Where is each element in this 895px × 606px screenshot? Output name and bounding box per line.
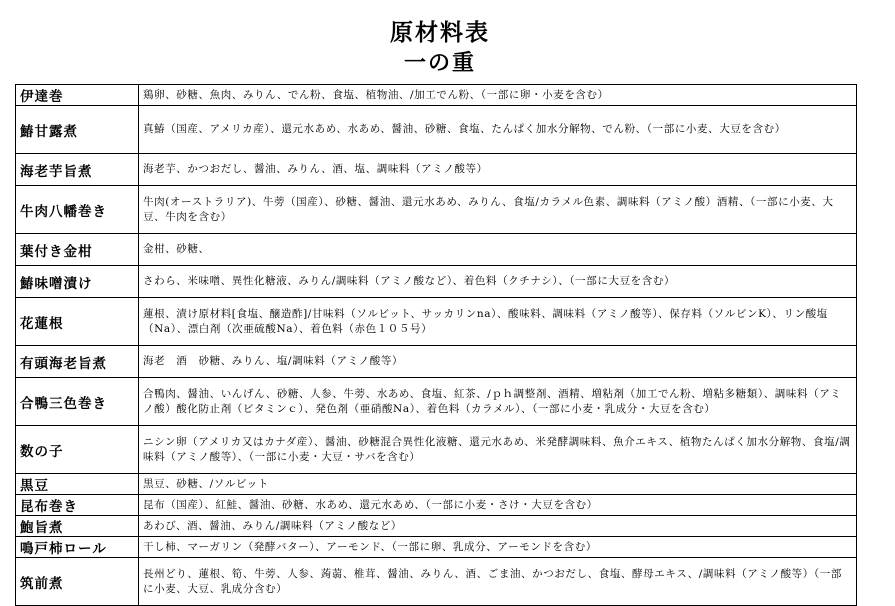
item-name: 鰆甘露煮 <box>16 106 139 154</box>
item-ingredients: 牛肉(オーストラリア)、牛蒡（国産）、砂糖、醤油、還元水あめ、みりん、食塩/カラメル色素、調味料（アミノ酸）酒精、（一部に小麦、大豆、牛肉を含む） <box>139 186 857 234</box>
item-ingredients: 海老芋、かつおだし、醤油、みりん、酒、塩、調味料（アミノ酸等） <box>139 154 857 186</box>
item-ingredients: さわら、米味噌、異性化糖液、みりん/調味料（アミノ酸など）、着色料（クチナシ）、（一部に大豆を含む） <box>139 266 857 298</box>
item-ingredients: 真鰆（国産、アメリカ産）、還元水あめ、水あめ、醤油、砂糖、食塩、たんぱく加水分解物、でん粉、（一部に小麦、大豆を含む） <box>139 106 857 154</box>
table-row <box>16 234 857 266</box>
item-ingredients: あわび、酒、醤油、みりん/調味料（アミノ酸など） <box>139 516 857 537</box>
table-row <box>16 85 857 106</box>
item-ingredients: 干し柿、マーガリン（発酵バター）、アーモンド、（一部に卵、乳成分、アーモンドを含む） <box>139 537 857 558</box>
item-ingredients: 蓮根、漬け原材料[食塩、醸造酢]/甘味料（ソルビット、サッカリンna）、酸味料、調味料（アミノ酸等）、保存料（ソルビンK）、リン酸塩（Na）、漂白剤（次亜硫酸Na）、着色料（赤色１０５号） <box>139 298 857 346</box>
table-row <box>16 378 857 426</box>
item-name: 筑前煮 <box>16 558 139 606</box>
item-ingredients: 合鴨肉、醤油、いんげん、砂糖、人参、牛蒡、水あめ、食塩、紅茶、/ｐｈ調整剤、酒精、増粘剤（加工でん粉、増粘多糖類）、調味料（アミノ酸）酸化防止剤（ビタミンｃ）、発色剤（亜硝酸Na）、着色料（カラメル）、（一部に小麦・乳成分・大豆を含む） <box>139 378 857 426</box>
table-row <box>16 298 857 346</box>
item-name: 花蓮根 <box>16 298 139 346</box>
item-ingredients: 金柑、砂糖、 <box>139 234 857 266</box>
item-name: 牛肉八幡巻き <box>16 186 139 234</box>
table-row <box>16 537 857 558</box>
page-title: 原材料表 <box>390 19 490 46</box>
table-row <box>16 516 857 537</box>
item-name: 葉付き金柑 <box>16 234 139 266</box>
item-ingredients: ニシン卵（アメリカ又はカナダ産）、醤油、砂糖混合異性化液糖、還元水あめ、米発酵調味料、魚介エキス、植物たんぱく加水分解物、食塩/調味料（アミノ酸等）、（一部に小麦・大豆・サバを含む） <box>139 426 857 474</box>
table-row <box>16 474 857 495</box>
table-row <box>16 266 857 298</box>
item-name: 鳴戸柿ロール <box>16 537 139 558</box>
item-ingredients: 黒豆、砂糖、/ソルビット <box>139 474 857 495</box>
item-name: 数の子 <box>16 426 139 474</box>
table-row <box>16 426 857 474</box>
item-name: 鰆味噌漬け <box>16 266 139 298</box>
page-subtitle: 一の重 <box>403 50 476 76</box>
table-row <box>16 154 857 186</box>
table-row <box>16 495 857 516</box>
item-name: 海老芋旨煮 <box>16 154 139 186</box>
item-name: 黒豆 <box>16 474 139 495</box>
ingredients-table <box>15 84 857 606</box>
item-name: 有頭海老旨煮 <box>16 346 139 378</box>
table-row <box>16 186 857 234</box>
table-row <box>16 106 857 154</box>
item-ingredients: 鶏卵、砂糖、魚肉、みりん、でん粉、食塩、植物油、/加工でん粉、（一部に卵・小麦を含む） <box>139 85 857 106</box>
item-name: 合鴨三色巻き <box>16 378 139 426</box>
table-row <box>16 558 857 606</box>
item-name: 伊達巻 <box>16 85 139 106</box>
item-ingredients: 海老 酒 砂糖、みりん、塩/調味料（アミノ酸等） <box>139 346 857 378</box>
item-name: 鮑旨煮 <box>16 516 139 537</box>
table-row <box>16 346 857 378</box>
item-ingredients: 昆布（国産）、紅鮭、醤油、砂糖、水あめ、還元水あめ、（一部に小麦・さけ・大豆を含む） <box>139 495 857 516</box>
item-name: 昆布巻き <box>16 495 139 516</box>
item-ingredients: 長州どり、蓮根、筍、牛蒡、人参、蒟蒻、椎茸、醤油、みりん、酒、ごま油、かつおだし、食塩、酵母エキス、/調味料（アミノ酸等）（一部に小麦、大豆、乳成分含む） <box>139 558 857 606</box>
